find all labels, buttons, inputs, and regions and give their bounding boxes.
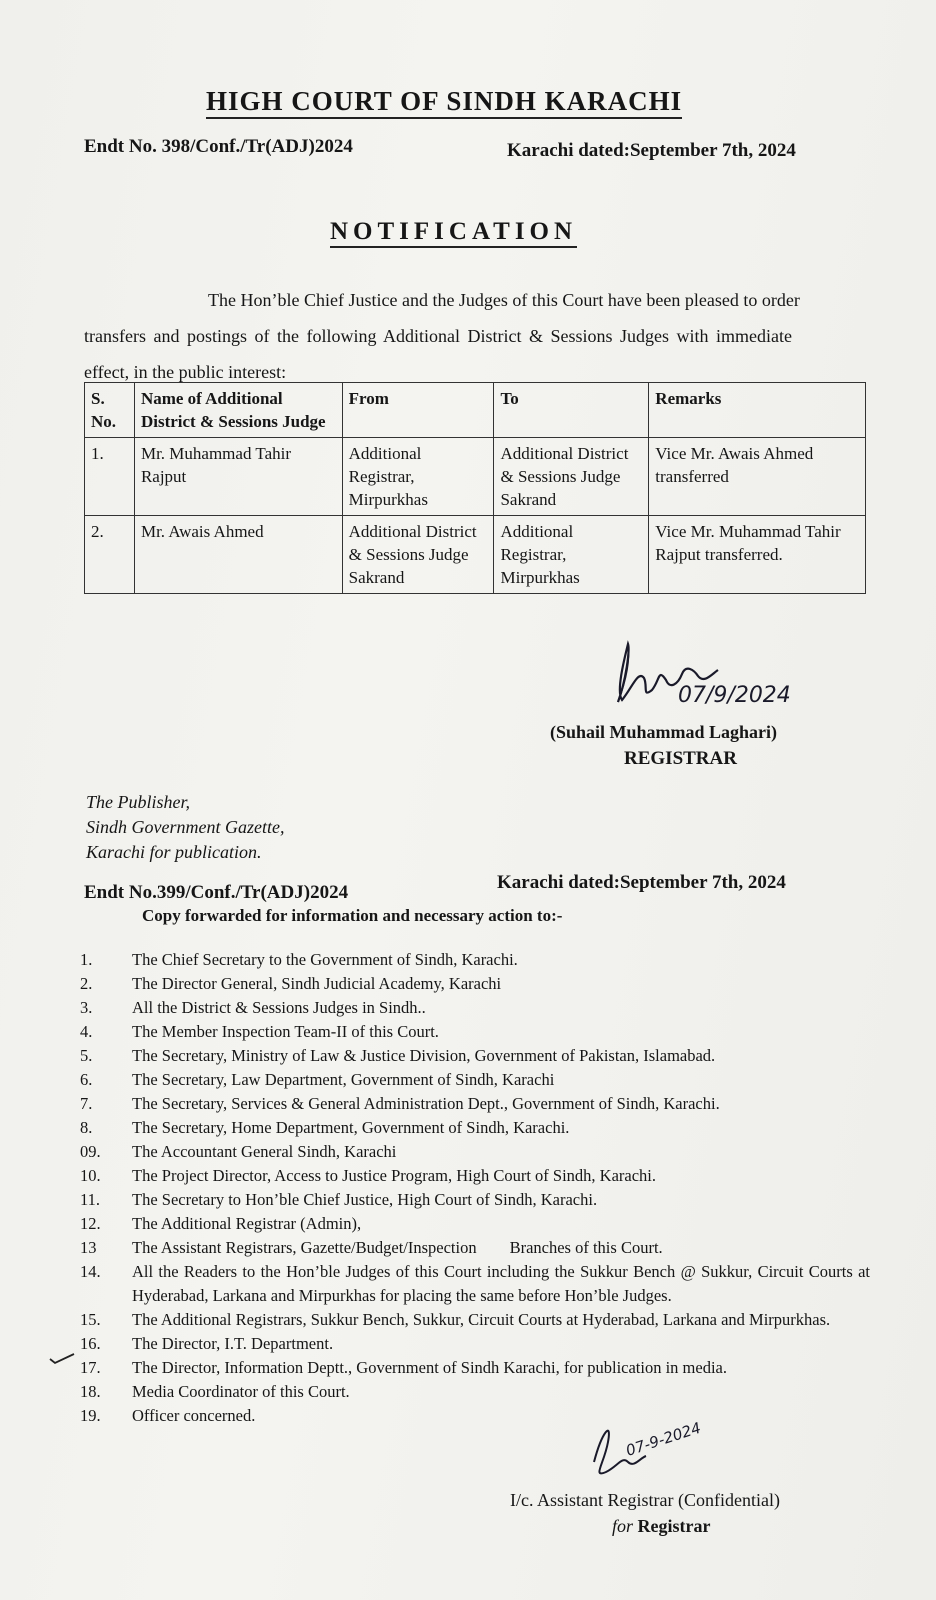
registrar-title: REGISTRAR: [624, 748, 737, 769]
header-remarks: Remarks: [649, 383, 866, 438]
header-name: Name of Additional District & Sessions Judge: [134, 383, 342, 438]
item-number: 13: [80, 1238, 97, 1257]
list-item: [80, 1164, 870, 1188]
list-item: [80, 1356, 870, 1380]
court-title: HIGH COURT OF SINDH KARACHI: [206, 86, 682, 119]
body-line-1: The Hon’ble Chief Justice and the Judges of this Court have been pleased to order: [208, 290, 800, 310]
check-mark-icon: [48, 1351, 76, 1370]
item-text: The Secretary, Law Department, Government of Sindh, Karachi: [132, 1070, 555, 1089]
signature-date: 07/9/2024: [678, 683, 791, 708]
dated-line-2: Karachi dated:September 7th, 2024: [497, 872, 786, 893]
item-number: 6.: [80, 1070, 93, 1089]
item-text: The Member Inspection Team-II of this Court.: [132, 1022, 439, 1041]
item-number: 15.: [80, 1310, 101, 1329]
item-number: 5.: [80, 1046, 93, 1065]
table-row: [85, 516, 866, 594]
list-item: [80, 1380, 870, 1404]
registrar-name: (Suhail Muhammad Laghari): [550, 722, 778, 742]
item-text: The Secretary, Services & General Administration Dept., Government of Sindh, Karachi.: [132, 1094, 720, 1113]
item-number: 1.: [80, 950, 93, 969]
header-from: From: [342, 383, 494, 438]
item-text: All the Readers to the Hon’ble Judges of this Court including the Sukkur Bench @ Sukkur, Circuit Courts at Hyderabad, Larkana and Mirpurkhas for placing the same before Hon’ble Judges.: [132, 1262, 870, 1305]
item-text: The Director General, Sindh Judicial Academy, Karachi: [132, 974, 502, 993]
transfers-table: [84, 382, 866, 594]
item-text: The Secretary to Hon’ble Chief Justice, High Court of Sindh, Karachi.: [132, 1190, 598, 1209]
list-item: [80, 1044, 870, 1068]
list-item: [80, 948, 870, 972]
endorsement-number-2: Endt No.399/Conf./Tr(ADJ)2024: [84, 882, 349, 903]
item-number: 10.: [80, 1166, 101, 1185]
list-item: [80, 996, 870, 1020]
publisher-line-1: The Publisher,: [86, 792, 191, 812]
assistant-registrar-title: I/c. Assistant Registrar (Confidential): [510, 1490, 780, 1510]
item-number: 7.: [80, 1094, 93, 1113]
item-text: The Director, I.T. Department.: [132, 1334, 334, 1353]
item-text: The Assistant Registrars, Gazette/Budget/Inspection Branches of this Court.: [132, 1238, 663, 1257]
list-item: [80, 1092, 870, 1116]
item-text: Media Coordinator of this Court.: [132, 1382, 350, 1401]
item-number: 12.: [80, 1214, 101, 1233]
cell-name: Mr. Muhammad Tahir Rajput: [134, 438, 342, 516]
item-text: The Chief Secretary to the Government of Sindh, Karachi.: [132, 950, 518, 969]
table-row: [85, 438, 866, 516]
item-number: 18.: [80, 1382, 101, 1401]
assistant-registrar-signature: [588, 1412, 748, 1497]
cell-name: Mr. Awais Ahmed: [134, 516, 342, 594]
list-item: [80, 1260, 870, 1308]
item-text: The Additional Registrar (Admin),: [132, 1214, 362, 1233]
cell-from: Additional District & Sessions Judge Sakrand: [342, 516, 494, 594]
item-text: The Secretary, Ministry of Law & Justice Division, Government of Pakistan, Islamabad.: [132, 1046, 716, 1065]
cell-remarks: Vice Mr. Awais Ahmed transferred: [649, 438, 866, 516]
item-number: 11.: [80, 1190, 101, 1209]
list-item: [80, 1188, 870, 1212]
cell-from: Additional Registrar, Mirpurkhas: [342, 438, 494, 516]
publisher-line-2: Sindh Government Gazette,: [86, 817, 285, 837]
body-line-3: effect, in the public interest:: [84, 362, 287, 382]
body-line-2: transfers and postings of the following Additional District & Sessions Judges with immediate: [84, 326, 792, 346]
list-item: [80, 1332, 870, 1356]
cell-remarks: Vice Mr. Muhammad Tahir Rajput transferred.: [649, 516, 866, 594]
list-item: [80, 1140, 870, 1164]
dated-line: Karachi dated:September 7th, 2024: [507, 140, 796, 161]
item-number: 17.: [80, 1358, 101, 1377]
for-word: for: [612, 1516, 634, 1536]
signature-date: 07-9-2024: [623, 1418, 704, 1460]
list-item: [80, 1404, 870, 1428]
item-text: The Director, Information Deptt., Government of Sindh Karachi, for publication in media.: [132, 1358, 727, 1377]
item-number: 8.: [80, 1118, 93, 1137]
cell-to: Additional Registrar, Mirpurkhas: [494, 516, 649, 594]
list-item: [80, 972, 870, 996]
list-item: [80, 1236, 870, 1260]
cell-to: Additional District & Sessions Judge Sakrand: [494, 438, 649, 516]
registrar-word: Registrar: [637, 1516, 711, 1536]
item-number: 14.: [80, 1262, 101, 1281]
item-text: The Secretary, Home Department, Government of Sindh, Karachi.: [132, 1118, 570, 1137]
item-text: The Accountant General Sindh, Karachi: [132, 1142, 397, 1161]
item-text: All the District & Sessions Judges in Sindh..: [132, 998, 426, 1017]
item-number: 19.: [80, 1406, 101, 1425]
item-number: 09.: [80, 1142, 101, 1161]
cell-sno: 2.: [85, 516, 135, 594]
notification-heading: NOTIFICATION: [330, 218, 577, 248]
item-number: 16.: [80, 1334, 101, 1353]
item-text: The Additional Registrars, Sukkur Bench, Sukkur, Circuit Courts at Hyderabad, Larkana and Mirpurkhas.: [132, 1310, 831, 1329]
header-to: To: [494, 383, 649, 438]
item-text: The Project Director, Access to Justice Program, High Court of Sindh, Karachi.: [132, 1166, 657, 1185]
registrar-signature: [608, 640, 838, 725]
list-item: [80, 1116, 870, 1140]
distribution-list: [80, 948, 870, 1428]
item-number: 2.: [80, 974, 93, 993]
publisher-line-3: Karachi for publication.: [86, 842, 262, 862]
copy-forwarded-line: Copy forwarded for information and necessary action to:-: [142, 906, 563, 925]
item-number: 4.: [80, 1022, 93, 1041]
list-item: [80, 1308, 870, 1332]
list-item: [80, 1020, 870, 1044]
table-header-row: [85, 383, 866, 438]
list-item: [80, 1068, 870, 1092]
item-number: 3.: [80, 998, 93, 1017]
cell-sno: 1.: [85, 438, 135, 516]
header-sno: S. No.: [85, 383, 135, 438]
list-item: [80, 1212, 870, 1236]
endorsement-number: Endt No. 398/Conf./Tr(ADJ)2024: [84, 136, 353, 157]
item-text: Officer concerned.: [132, 1406, 256, 1425]
for-registrar: [612, 1516, 710, 1537]
